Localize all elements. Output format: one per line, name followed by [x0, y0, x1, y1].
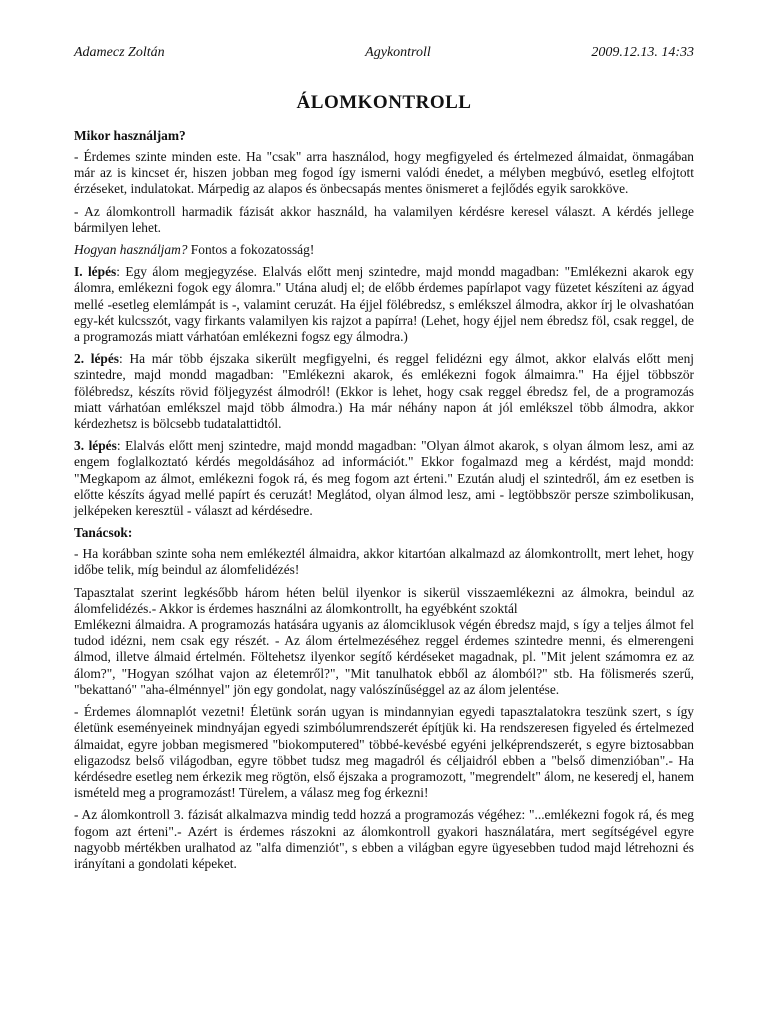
paragraph: - Érdemes álomnaplót vezetni! Életünk során ugyan is mindannyian egyedi tapasztalatokra teszünk szert, s így életünk eseményeinek mindnyájan egyedi szimbólumrendszerét építjük ki. Ha rendszeresen figyeled és értelmezed álmaidat, egyre jobban megismered "biokomputered" többé-kevésbé egyéni jelképrendszerét, s egyre biztosabban eligazodsz belső világodban, egyre többet tudsz meg magadról és céljaidról ebben a "belső dimenzióban".- Ha kérdésedre esetleg nem érkezik meg rögtön, első éjszaka a programozott, "megrendelt" álom, ne keseredj el, hanem ismételd meg a programozást! Türelem, a válasz meg fog érkezni! — [74, 704, 694, 801]
paragraph: - Az álomkontroll 3. fázisát alkalmazva mindig tedd hozzá a programozás végéhez: "...emlékezni fogok rá, és meg fogom azt érteni".- Azért is érdemes rászokni az álomkontroll gyakori használatára, mert segítségével egyre nagyobb mértékben uralhatod az "alfa dimenziót", s ebben a világban egyre ügyesebben tudod majd létrehozni és irányítani a gondolati képeket. — [74, 807, 694, 871]
section-heading-when: Mikor használjam? — [74, 128, 186, 143]
step-2-paragraph — [74, 351, 694, 432]
section-heading-tips: Tanácsok: — [74, 525, 133, 541]
step-3-label: 3. lépés — [74, 438, 117, 454]
step-2-text: : Ha már több éjszaka sikerült megfigyelni, és reggel felidézni egy álmot, akkor elalvás előtt menj szintedre, majd mondd magadban: "Emlékezni akarok, és emlékezni fogok álmaimra." Ha éjjel többször fölébredsz, készíts rövid följegyzést álmodról! (Ekkor is lehet, hogy csak reggel ébredsz fel, de a programozás miatt várhatóan emlékszel majd több álmodra.) Ha már néhány napon át jól emlékszel több álmodra, akkor kérdezhetsz is bölcsebb tudatalattidtól. — [74, 351, 694, 432]
step-2-label: 2. lépés — [74, 351, 120, 367]
paragraph: Emlékezni álmaidra. A programozás hatására ugyanis az álomciklusok végén ébredsz majd, s így a teljes álmot fel tudod idézni, nem csak egy részét. - Az álom értelmezéséhez reggel érdemes szintedre menni, és elmerengeni álmod, illetve álmaid értelmén. Föltehetsz ilyenkor segítő kérdéseket magadnak, pl. "Mit jelent számomra ez az álom?", "Hogyan szólhat vajon az életemről?", "Mit tanulhatok ebből az álomból?" stb. Ha fölismerés szerű, "bekattanó" "aha-élménnyel" jön egy gondolat, nagy valószínűséggel az az álom jelentése. — [74, 617, 694, 697]
step-3-text: : Elalvás előtt menj szintedre, majd mondd magadban: "Olyan álmot akarok, s olyan álmom lesz, ami az engem foglalkoztató kérdés megoldásához ad információt." Ekkor fogalmazd meg a kérdést, majd mondd: "Megkapom az álmot, emlékezni fogok rá, és meg fogom azt érteni." Ezután aludj el szintedről, ám ez esetben is előtte készíts ágyad mellé papírt és ceruzát! Meglátod, olyan álmod lesz, ami - legtöbbször persze szimbolikusan, jelképeken keresztül - választ ad kérdésedre. — [74, 438, 694, 519]
paragraph: Tapasztalat szerint legkésőbb három héten belül ilyenkor is sikerül visszaemlékezni az álmokra, beindul az álomfelidézés.- Akkor is érdemes használni az álomkontrollt, ha egyébként szoktál — [74, 584, 694, 616]
header-author: Adamecz Zoltán — [74, 45, 165, 60]
paragraph: - Ha korábban szinte soha nem emlékeztél álmaidra, akkor kitartóan alkalmazd az álomkontrollt, mert lehet, hogy időbe telik, míg beindul az álomfelidézés! — [74, 546, 694, 578]
document-title: ÁLOMKONTROLL — [296, 92, 472, 113]
header-datetime: 2009.12.13. 14:33 — [591, 45, 694, 60]
paragraph: - Érdemes szinte minden este. Ha "csak" arra használod, hogy megfigyeled és értelmezed álmaidat, önmagában már az is kincset ér, hiszen jobban meg fogod így ismerni valódi énedet, a mélyben megbúvó, esetleg elfojtott érzéseket, indulatokat. Márpedig az alapos és önbecsapás mentes önismeret a fejlődés egyik sarokköve. — [74, 149, 694, 197]
how-to-line — [74, 242, 694, 258]
header-topic: Agykontroll — [365, 45, 431, 60]
step-3-paragraph — [74, 438, 694, 519]
how-question: Hogyan használjam? — [74, 242, 188, 258]
how-note: Fontos a fokozatosság! — [187, 242, 315, 258]
step-1-text: : Egy álom megjegyzése. Elalvás előtt menj szintedre, majd mondd magadban: "Emlékezni akarok egy álomra, emlékezni fogok egy álomra." Utána aludj el; de előbb érdemes papírlapot vagy füzetet készíteni az ágyad mellé -esetleg elemlámpát is -, valamint ceruzát. Ha éjjel fölébredsz, s emlékszel álmodra, akkor írj le olvashatóan egy-két kulcsszót, vagy firkants valamilyen kis rajzot a papírra! (Lehet, hogy éjjel nem ébredsz föl, csak reggel, de a programozás miatt várhatóan emlékezni fogsz egy álmodra.) — [74, 264, 694, 345]
page-header — [74, 44, 694, 62]
step-1-label: I. lépés — [74, 264, 117, 280]
paragraph: - Az álomkontroll harmadik fázisát akkor használd, ha valamilyen kérdésre keresel választ. A kérdés jellege bármilyen lehet. — [74, 203, 694, 235]
step-1-paragraph — [74, 264, 694, 345]
